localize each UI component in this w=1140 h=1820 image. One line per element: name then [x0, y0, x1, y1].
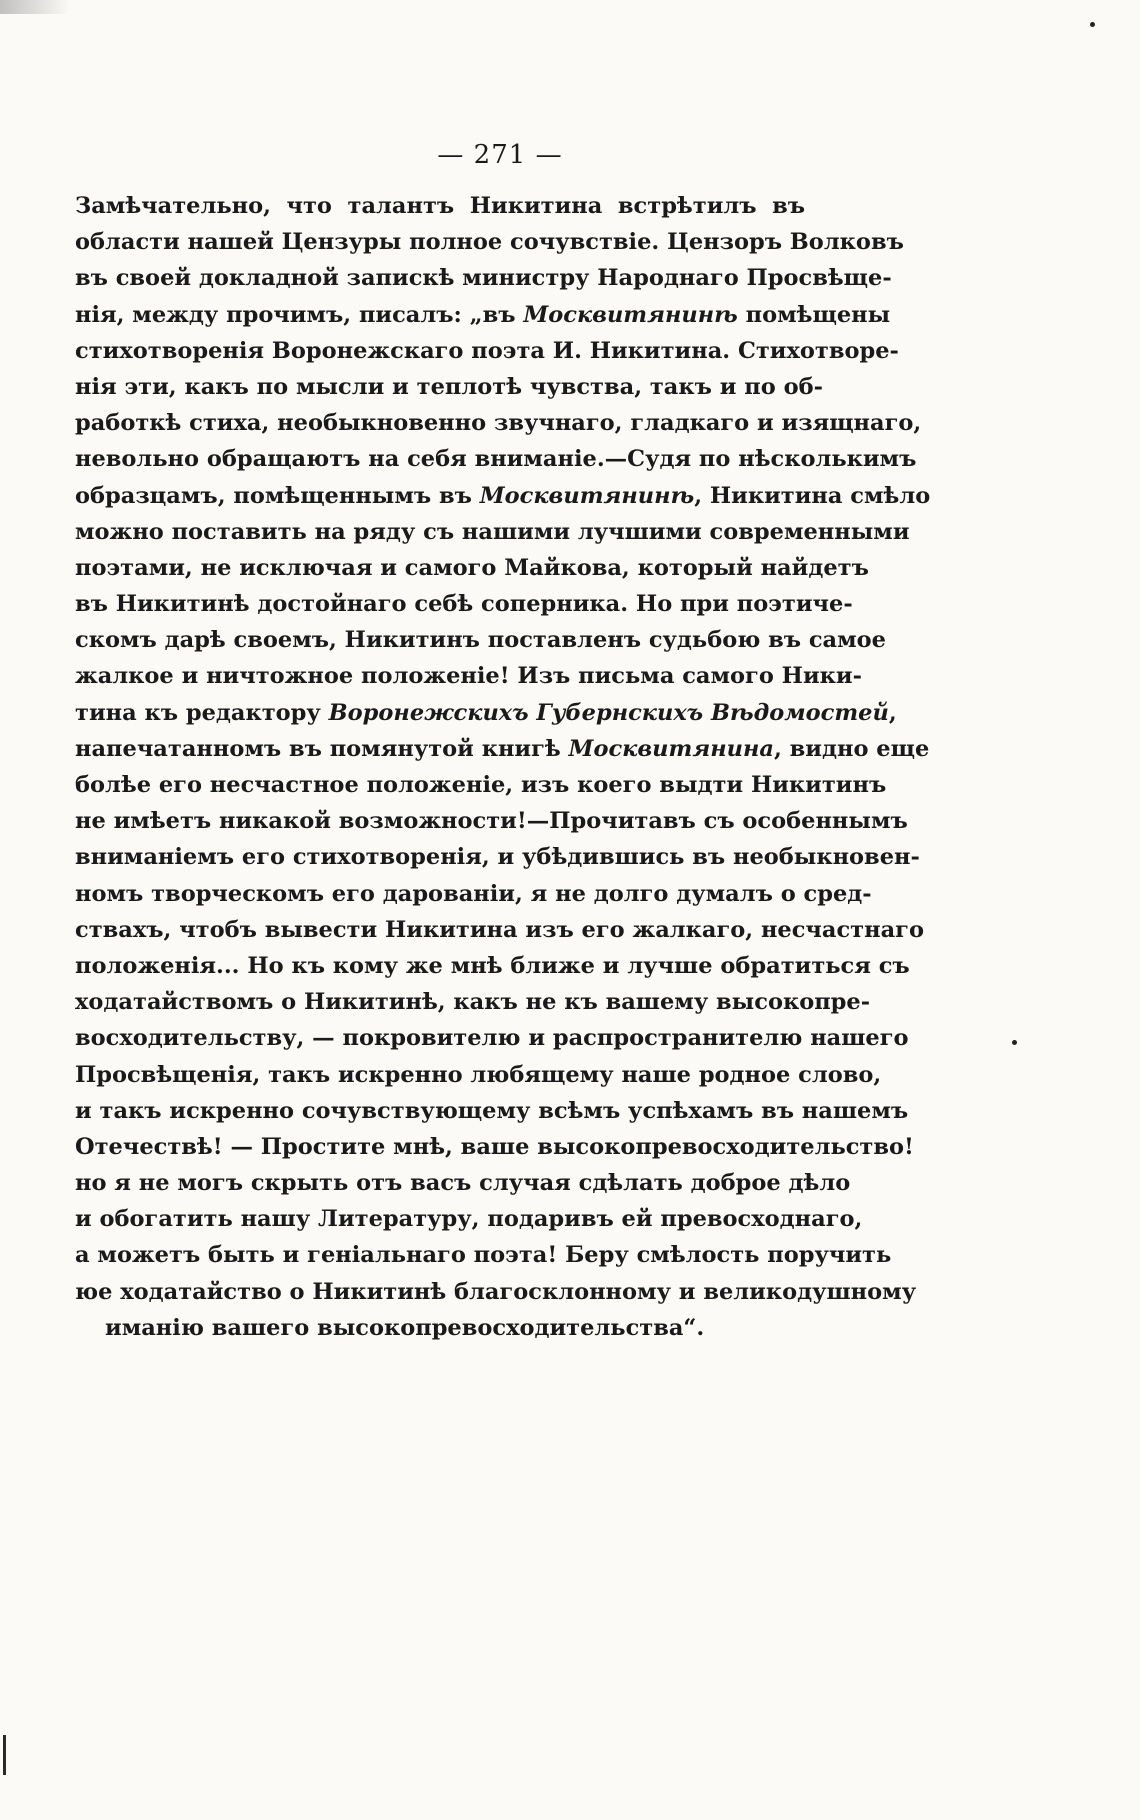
- text-line: и обогатить нашу Литературу, подаривъ ей превосходнаго,: [75, 1206, 863, 1233]
- text-line: [75, 695, 897, 731]
- text-segment: ,: [888, 699, 897, 726]
- text-line: Отечествѣ! — Простите мнѣ, ваше высокопревосходительство!: [75, 1133, 914, 1160]
- text-segment: тина къ редактору: [75, 699, 329, 726]
- text-line: ходатайствомъ о Никитинѣ, какъ не къ вашему высокопре-: [75, 989, 871, 1016]
- text-line: работкѣ стиха, необыкновенно звучнаго, гладкаго и изящнаго,: [75, 410, 922, 437]
- text-line: нія эти, какъ по мысли и теплотѣ чувства, такъ и по об-: [75, 373, 823, 400]
- text-line: юе ходатайство о Никитинѣ благосклонному и великодушному: [75, 1278, 917, 1305]
- text-line: но я не могъ скрыть отъ васъ случая сдѣлать доброе дѣло: [75, 1170, 851, 1197]
- text-line: въ своей докладной запискѣ министру Народнаго Просвѣще-: [75, 265, 892, 292]
- scan-edge-mark: [3, 1735, 6, 1775]
- page-number: — 271 —: [437, 140, 563, 170]
- italic-title: Москвитянинѣ: [479, 482, 695, 509]
- ink-speck-top: [1090, 22, 1095, 27]
- text-line: [75, 478, 931, 514]
- italic-title: Воронежскихъ Губернскихъ Вѣдомостей: [328, 699, 889, 726]
- text-line: стихотворенія Воронежскаго поэта И. Никитина. Стихотворе-: [75, 337, 899, 364]
- ink-speck-right: [1012, 1040, 1017, 1045]
- text-line: номъ творческомъ его дарованіи, я не долго думалъ о сред-: [75, 880, 872, 907]
- italic-title: Москвитянина: [568, 735, 774, 762]
- text-segment: , Никитина смѣло: [694, 482, 931, 509]
- text-line: восходительству, — покровителю и распространителю нашего: [75, 1025, 909, 1052]
- text-line: не имѣетъ никакой возможности!—Прочитавъ съ особеннымъ: [75, 808, 908, 835]
- italic-title: Москвитянинѣ: [523, 301, 738, 328]
- text-line: иманію вашего высокопревосходительства“.: [105, 1314, 705, 1341]
- text-line: области нашей Цензуры полное сочувствіе. Цензоръ Волковъ: [75, 229, 904, 256]
- text-line: невольно обращаютъ на себя вниманіе.—Судя по нѣсколькимъ: [75, 446, 917, 473]
- text-segment: , видно еще: [773, 735, 930, 762]
- text-line: поэтами, не исключая и самого Майкова, который найдетъ: [75, 554, 869, 581]
- text-segment: нія, между прочимъ, писалъ: „въ: [75, 301, 524, 328]
- text-line: и такъ искренно сочувствующему всѣмъ успѣхамъ въ нашемъ: [75, 1097, 909, 1124]
- text-line: жалкое и ничтожное положеніе! Изъ письма самого Ники-: [75, 663, 862, 690]
- body-text: [75, 188, 931, 1346]
- text-line: [75, 297, 891, 333]
- text-line: въ Никитинѣ достойнаго себѣ соперника. Но при поэтиче-: [75, 591, 853, 618]
- text-line: Просвѣщенія, такъ искренно любящему наше родное слово,: [75, 1061, 882, 1088]
- text-segment: помѣщены: [737, 301, 891, 328]
- text-line: а можетъ быть и геніальнаго поэта! Беру смѣлость поручить: [75, 1242, 892, 1269]
- text-line: болѣе его несчастное положеніе, изъ коего выдти Никитинъ: [75, 772, 887, 798]
- text-line: [75, 731, 930, 767]
- text-segment: образцамъ, помѣщеннымъ въ: [75, 482, 480, 509]
- text-segment: напечатанномъ въ помянутой книгѣ: [75, 735, 569, 762]
- scan-edge-shadow: [0, 0, 70, 14]
- text-line: вниманіемъ его стихотворенія, и убѣдившись въ необыкновен-: [75, 844, 920, 871]
- text-line: скомъ дарѣ своемъ, Никитинъ поставленъ судьбою въ самое: [75, 627, 886, 654]
- text-line: ствахъ, чтобъ вывести Никитина изъ его жалкаго, несчастнаго: [75, 916, 924, 943]
- text-line: можно поставить на ряду съ нашими лучшими современными: [75, 518, 910, 545]
- text-line: Замѣчательно, что талантъ Никитина встрѣтилъ въ: [75, 193, 805, 219]
- text-line: положенія... Но къ кому же мнѣ ближе и лучше обратиться съ: [75, 952, 910, 979]
